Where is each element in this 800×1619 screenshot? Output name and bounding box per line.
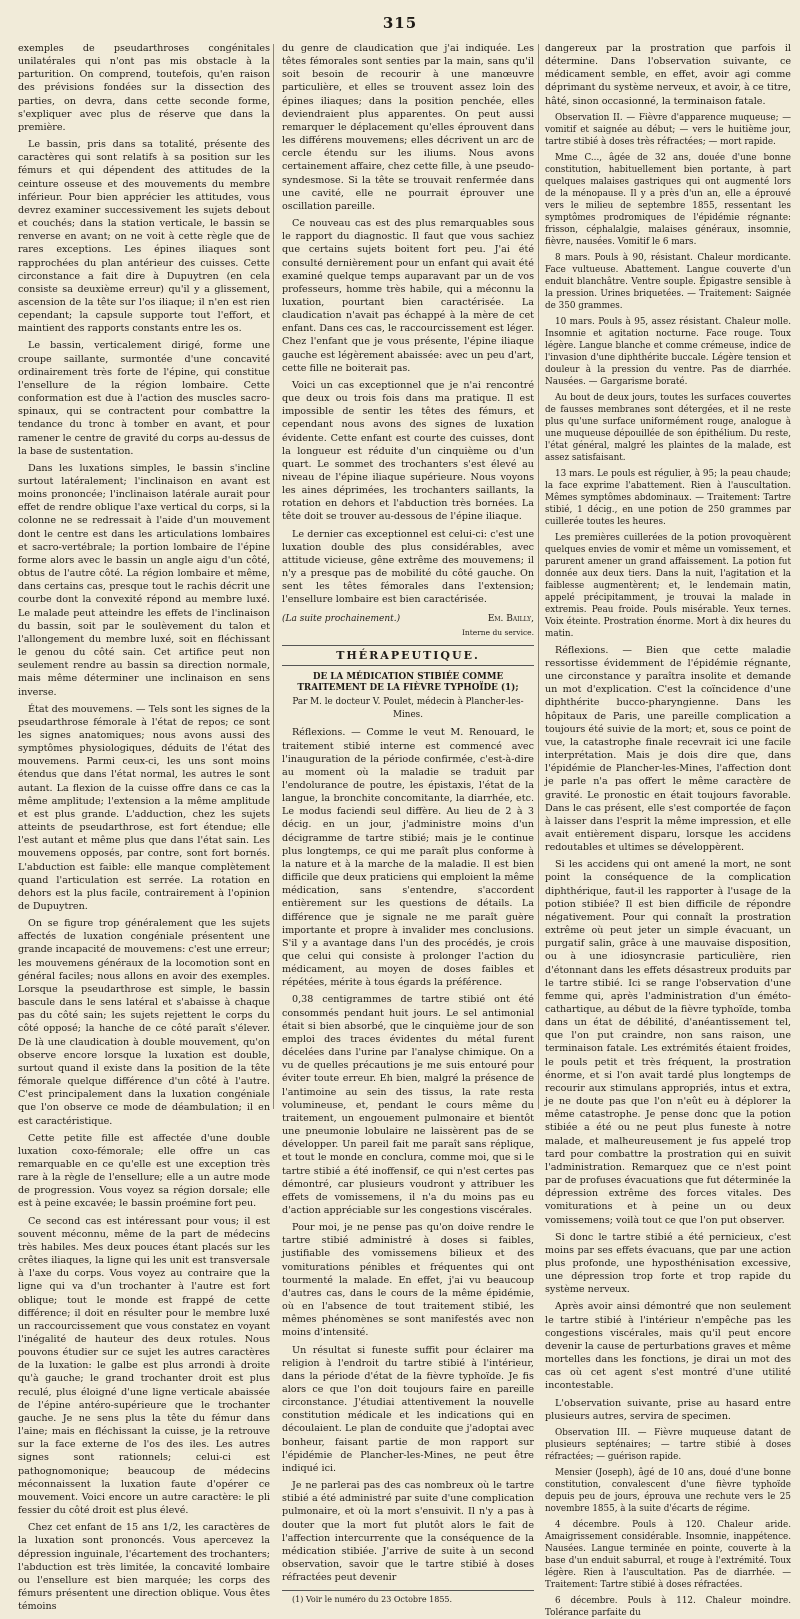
column-left — [18, 42, 270, 1613]
paragraph: Chez cet enfant de 15 ans 1/2, les caractères de la luxation sont prononcés. Vous apercevez la dépression inguinale, l'écartement des trochanters; l'abduction est très limitée, la concavité lombaire ou l'ensellure est bien marquée; les corps des fémurs présentent une direction oblique. Vous êtes témoins — [18, 1522, 270, 1613]
paragraph: Au bout de deux jours, toutes les surfaces couvertes de fausses membranes sont détergées, et il ne reste plus qu'une surface uniformément rouge, analogue à une muqueuse dépouillée de son épithélium. Du reste, l'état général, malgré les plaintes de la malade, est assez satisfaisant. — [545, 392, 791, 463]
paragraph: Le bassin, pris dans sa totalité, présente des caractères qui sont relatifs à sa position sur les fémurs et qui dépendent des attitudes de la ceinture osseuse et des mouvements du membre inférieur. Pour bien apprécier les attitudes, vous devrez examiner successivement les sujets debout et couchés; dans la station verticale, le bassin se renverse en avant; on ne voit à cette règle que de rares exceptions. Les épines iliaques sont rapprochées du plan antérieur des cuisses. Cette circonstance a fait dire à Dupuytren (en cela consiste sa deuxième erreur) qu'il y a glissement, ascension de la tête sur l'os iliaque; il n'en est rien cependant; la capsule supporte tout l'effort, et maintient des rapports constants entre les os. — [18, 139, 270, 335]
signature-title: Interne du service. — [461, 627, 534, 637]
paragraph: Cette petite fille est affectée d'une double luxation coxo-fémorale; elle offre un cas remarquable en ce qu'elle est une exception très rare à la règle de l'ensellure; elle a un autre mode de progression. Vous voyez sa région dorsale; elle est à peine excavée; le bassin proémine fort peu. — [18, 1132, 270, 1210]
column-middle — [282, 42, 534, 1605]
paragraph: On se figure trop généralement que les sujets affectés de luxation congéniale présentent une grande incapacité de mouvemens: c'est une erreur; les mouvemens généraux de la locomotion sont en général faciles; nous allons en avoir des exemples. Lorsque la pseudarthrose est simple, le bassin bascule dans le sens latéral et s'abaisse à chaque pas du côté sain; les sujets rejettent le corps du côté opposé; la hanche de ce côté paraît s'élever. De là une claudication à double mouvement, qu'on observe encore lorsque la luxation est double, surtout quand il existe dans la position de la tête fémorale quelque différence d'un côté à l'autre. C'est principalement dans la luxation congéniale que l'on observe ce mode de déambulation; il en est caractéristique. — [18, 918, 270, 1127]
article-title: DE LA MÉDICATION STIBIÉE COMME TRAITEMENT DE LA FIÈVRE TYPHOÏDE (1); — [297, 672, 519, 694]
paragraph: 0,38 centigrammes de tartre stibié ont été consommés pendant huit jours. Le sel antimonial était si bien absorbé, que le cinquième jour de son emploi des traces évidentes du métal furent décelées dans l'urine par l'analyse chimique. On a vu de quelles précautions je me suis entouré pour éviter toute erreur. Eh bien, malgré la présence de l'antimoine au sein des tissus, la rate resta volumineuse, et, pendant le cours même du traitement, un engouement pulmonaire et bientôt une pneumonie lobulaire ne laissèrent pas de se développer. Un pareil fait me paraît sans réplique, et tout le monde en conclura, comme moi, que si le tartre stibié a été inoffensif, ce qui n'est certes pas démontré, car plusieurs voudront y attribuer les effets de vomissemens, il n'a du moins pas eu d'action appréciable sur les congestions viscérales. — [282, 994, 534, 1216]
paragraph: Si les accidens qui ont amené la mort, ne sont point la conséquence de la complication diphthérique, faut-il les rapporter à l'usage de la potion stibiée? Il est bien difficile de répondre négativement. Pour qui connaît la prostration extrême où peut jeter un simple évacuant, un purgatif salin, grâce à une mauvaise disposition, ou à une idiosyncrasie particulière, rien d'étonnant dans les effets désastreux produits par le tartre stibié. Ici se range l'observation d'une femme qui, après l'administration d'un éméto-cathartique, au début de la fièvre typhoïde, tomba dans un état de débilité, d'anéantissement tel, que l'on put craindre, non sans raison, une terminaison fatale. Les extrémités étaient froides, le pouls petit et très fréquent, la prostration énorme, et si l'on avait tardé plus longtemps de recourir aux stimulans appropriés, intus et extra, je ne doute pas que l'on n'eût eu à déplorer la même catastrophe. Je pense donc que la potion stibiée a été ou ne peut plus funeste à notre malade, et malheureusement je fus appelé trop tard pour combattre la prostration qui en suivit l'administration. Remarquez que ce n'est point par de profuses évacuations que fut déterminée la dépression extrême des forces vitales. Des vomiturations et à peine un ou deux vomissemens; voilà tout ce que l'on put observer. — [545, 859, 791, 1226]
paragraph: Le bassin, verticalement dirigé, forme une croupe saillante, surmontée d'une concavité ordinairement très forte de l'épine, qui constitue l'ensellure de la région lombaire. Cette conformation est due à l'action des muscles sacro-spinaux, qui se contractent pour combattre la tendance du tronc à tomber en avant, et pour ramener le centre de gravité du corps au-dessus de la base de sustentation. — [18, 340, 270, 457]
paragraph: 6 décembre. Pouls à 112. Chaleur moindre. Tolérance parfaite du — [545, 1595, 791, 1618]
paragraph: Réflexions. — Bien que cette maladie ressortisse évidemment de l'épidémie régnante, une circonstance y paraîtra insolite et demande un mot d'explication. C'est la coïncidence d'une diphthérite bucco-pharyngienne. Dans les hôpitaux de Paris, une pareille complication a toujours été suivie de la mort; et, sous ce point de vue, la catastrophe finale recevrait ici une facile interprétation. Mais je dois dire que, dans l'épidémie de Plancher-les-Mines, l'affection dont je parle n'a pas offert le même caractère de gravité. Le pronostic en était toujours favorable. Dans le cas présent, elle s'est comportée de façon à laisser dans l'esprit la même impression, et elle avait entièrement disparu, lorsque les accidens redoutables et ultimes se développèrent. — [545, 644, 791, 854]
paragraph: Les premières cuillerées de la potion provoquèrent quelques envies de vomir et même un vomissement, et parurent amener un grand affaissement. La potion fut donnée aux deux tiers. Dans la nuit, l'agitation et la faiblesse augmentèrent; et, le lendemain matin, appelé précipitamment, je trouvai la malade in extremis. Peau froide. Pouls misérable. Yeux ternes. Voix éteinte. Prostration énorme. Mort à dix heures du matin. — [545, 532, 791, 639]
paragraph: Réflexions. — Comme le veut M. Renouard, le traitement stibié interne est commencé avec l'inauguration de la période confirmée, c'est-à-dire au moment où la maladie se traduit par l'endolurance de poutre, les épistaxis, l'état de la langue, la bronchite concomitante, la diarrhée, etc. Le modus faciendi seul diffère. Au lieu de 2 à 3 décig. en un jour, j'administre moins d'un décigramme de tartre stibié; mais je le continue plus longtemps, ce qui me paraît plus conforme à la nature et à la marche de la maladie. Il est bien difficile que deux praticiens qui emploient la même médication, sans s'entendre, s'accordent entièrement sur les questions de détails. La différence que je signale ne me paraît guère importante et propre à invalider mes conclusions. S'il y a avantage dans l'un des procédés, je crois que celui qui consiste à prolonger l'action du médicament, au moyen de doses faibles et répétées, mérite à tous égards la préférence. — [282, 727, 534, 989]
paragraph: Pour moi, je ne pense pas qu'on doive rendre le tartre stibié administré à doses si faibles, justifiable des vomissemens bilieux et des vomiturations pénibles et fréquentes qui ont tourmenté la malade. En effet, j'ai vu beaucoup d'autres cas, dans le cours de la même épidémie, où en l'absence de tout traitement stibié, les mêmes phénomènes se sont manifestés avec non moins d'intensité. — [282, 1222, 534, 1339]
paragraph: Mensier (Joseph), âgé de 10 ans, doué d'une bonne constitution, convalescent d'une fièvre typhoïde depuis peu de jours, éprouva une rechute vers le 25 novembre 1855, à la suite d'écarts de régime. — [545, 1467, 791, 1514]
footnote: (1) Voir le numéro du 23 Octobre 1855. — [282, 1590, 534, 1606]
paragraph: 8 mars. Pouls à 90, résistant. Chaleur mordicante. Face vultueuse. Abattement. Langue couverte d'un enduit blanchâtre. Ventre souple. Épigastre sensible à la pression. Urines briquetées. — Traitement: Saignée de 350 grammes. — [545, 252, 791, 311]
paragraph: dangereux par la prostration que parfois il détermine. Dans l'observation suivante, ce médicament semble, en effet, avoir agi comme déprimant du système nerveux, et avoir, à ce titre, hâté, sinon occasionné, la terminaison fatale. — [545, 43, 791, 107]
column-rule — [273, 44, 274, 1109]
paragraph: du genre de claudication que j'ai indiquée. Les têtes fémorales sont senties par la main, sans qu'il soit besoin de recourir à une manœuvre particulière, et elles se trouvent assez loin des épines iliaques; dans la position penchée, elles deviendraient plus apparentes. On peut aussi remarquer le déplacement qu'elles éprouvent dans les différens mouvemens; elles décrivent un arc de cercle étendu sur les iliums. Nous avons certainement affaire, chez cette fille, à une pseudo-syndesmose. Si la tête se trouvait renfermée dans une cavité, elle ne pourrait éprouver une oscillation pareille. — [282, 43, 534, 212]
observation-heading: Observation III. — Fièvre muqueuse datant de plusieurs septénaires; — tartre stibié à doses réfractées; — guérison rapide. — [545, 1427, 791, 1462]
paragraph: L'observation suivante, prise au hasard entre plusieurs autres, servira de specimen. — [545, 1397, 791, 1422]
paragraph: 4 décembre. Pouls à 120. Chaleur aride. Amaigrissement considérable. Insomnie, inappétence. Nausées. Langue terminée en pointe, couverte à la base d'un enduit saburral, et rouge à l'extrémité. Toux légère. Rien à l'auscultation. Pas de diarrhée. — Traitement: Tartre stibié à doses réfractées. — [545, 1519, 791, 1590]
paragraph: Si donc le tartre stibié a été pernicieux, c'est moins par ses effets évacuans, que par une action plus profonde, une hyposthénisation excessive, une dépression trop forte et trop rapide du système nerveux. — [545, 1231, 791, 1296]
paragraph: 13 mars. Le pouls est régulier, à 95; la peau chaude; la face exprime l'abattement. Rien à l'auscultation. Mêmes symptômes abdominaux. — Traitement: Tartre stibié, 1 décig., en une potion de 250 grammes par cuillerée toutes les heures. — [545, 468, 791, 527]
paragraph: Ce nouveau cas est des plus remarquables sous le rapport du diagnostic. Il faut que vous sachiez que certains sujets boitent fort peu. J'ai été consulté dernièrement pour un enfant qui avait été examiné quelque temps auparavant par un de vos professeurs, homme très habile, qui a méconnu la luxation, pourtant bien caractérisée. La claudication n'avait pas échappé à la mère de cet enfant. Dans ces cas, le raccourcissement est léger. Chez l'enfant que je vous présente, l'épine iliaque gauche est légèrement abaissée: avec un peu d'art, cette fille ne boiterait pas. — [282, 218, 534, 374]
paragraph: 10 mars. Pouls à 95, assez résistant. Chaleur molle. Insomnie et agitation nocturne. Face rouge. Toux légère. Langue blanche et comme crémeuse, indice de l'invasion d'une diphthérite buccale. Légère tension et douleur à la pression du ventre. Pas de diarrhée. Nausées. — Gargarisme boraté. — [545, 316, 791, 387]
paragraph: État des mouvemens. — Tels sont les signes de la pseudarthrose fémorale à l'état de repos; ce sont les signes anatomiques; nous avons aussi des symptômes physiologiques, déduits de l'état des mouvemens. Parmi ceux-ci, les uns sont moins étendus que dans l'état normal, les autres le sont autant. La flexion de la cuisse offre dans ce cas la même amplitude; l'extension a la même amplitude et est plus grande. L'adduction, chez les sujets atteints de pseudarthrose, est fort étendue; elle l'est autant et même plus que dans l'état sain. Les mouvemens opposés, par contre, sont fort bornés. L'abduction est faible: elle manque complètement quand l'articulation est serrée. La rotation en dehors est la plus facile, contrairement à l'opinion de Dupuytren. — [18, 703, 270, 912]
paragraph: Un résultat si funeste suffit pour éclairer ma religion à l'endroit du tartre stibié à l'intérieur, dans la période d'état de la fièvre typhoïde. Je fis alors ce que l'on doit toujours faire en pareille circonstance. J'étudiai attentivement la nouvelle constitution médicale et les indications qui en découlaient. Le plan de conduite que j'adoptai avec bonheur, faisant partie de mon rapport sur l'épidémie de Plancher-les-Mines, ne peut être indiqué ici. — [282, 1344, 534, 1474]
observation-heading: Observation II. — Fièvre d'apparence muqueuse; — vomitif et saignée au début; — vers le huitième jour, tartre stibié à doses très réfractées; — mort rapide. — [545, 112, 791, 147]
paragraph: Mme C..., âgée de 32 ans, douée d'une bonne constitution, habituellement bien portante, à part quelques malaises gastriques qui ont augmenté lors de la ménopause. Il y a près d'un an, elle a éprouvé vers le milieu de septembre 1855, ressentant les symptômes prodromiques de l'épidémie régnante: frisson, céphalalgie, malaises généraux, insomnie, fièvre, nausées. Vomitif le 6 mars. — [545, 152, 791, 247]
column-right — [545, 42, 791, 1618]
page-number: 315 — [382, 14, 418, 32]
article-author: Par M. le docteur V. Poulet, médecin à Plancher-les-Mines. — [292, 697, 524, 721]
paragraph: Ce second cas est intéressant pour vous; il est souvent méconnu, même de la part de médecins très habiles. Mes deux pouces étant placés sur les crêtes iliaques, la ligne qui les unit est transversale à l'axe du corps. Vous voyez au contraire que la ligne qui va d'un trochanter à l'autre est fort oblique; tout le monde est frappé de cette différence; il doit en résulter pour le membre luxé un raccourcissement que vous constatez en voyant l'inégalité de hauteur des deux rotules. Nous pouvons étudier sur ce sujet les autres caractères de la luxation: le galbe est plus arrondi à droite qu'à gauche; le grand trochanter droit est plus reculé, plus éloigné d'une ligne verticale abaissée de l'épine antéro-supérieure que le trochanter gauche. Je ne sens plus la tête du fémur dans l'aine; mais en fléchissant la cuisse, je la retrouve sur la face externe de l'os des iles. Les autres signes sont rationnels; celui-ci est pathognomonique; beaucoup de médecins méconnaissent la luxation faute d'opérer ce mouvement. Voici encore un autre caractère: le pli fessier du côté droit est plus élevé. — [18, 1215, 270, 1517]
section-heading: THÉRAPEUTIQUE. — [282, 645, 534, 666]
paragraph: Voici un cas exceptionnel que je n'ai rencontré que deux ou trois fois dans ma pratique. Il est impossible de sentir les têtes des fémurs, et cependant nous avons des signes de luxation évidente. Cette enfant est courte des cuisses, dont la longueur est réduite d'un cinquième ou d'un quart. Le sommet des trochanters s'est élevé au niveau de l'épine iliaque supérieure. Nous voyons les aines déprimées, les trochanters saillants, la rotation en dehors et l'abduction très bornées. La tête doit se trouver au-dessous de l'épine iliaque. — [282, 379, 534, 523]
signature-name: Em. Bailly, — [487, 613, 534, 624]
signature-row — [282, 613, 534, 626]
paragraph: exemples de pseudarthroses congénitales unilatérales qui n'ont pas mis obstacle à la parturition. On comprend, toutefois, qu'en raison des prévisions fondées sur la dissection des parties, on devra, dans cette seconde forme, s'expliquer avec plus de réserve que dans la première. — [18, 43, 270, 133]
paragraph: Après avoir ainsi démontré que non seulement le tartre stibié à l'intérieur n'empêche pas les congestions viscérales, mais qu'il peut encore devenir la cause de perturbations graves et même mortelles dans les fonctions, je dirai un mot des cas où cet agent s'est montré d'une utilité incontestable. — [545, 1301, 791, 1392]
column-rule — [538, 44, 539, 1109]
paragraph: Dans les luxations simples, le bassin s'incline surtout latéralement; l'inclinaison en avant est moins prononcée; l'inclinaison latérale aurait pour effet de rendre oblique l'axe vertical du corps, si la colonne ne se redressait à l'aide d'un mouvement dont le centre est dans les articulations lombaires et sacro-vertébrale; la portion lombaire de l'épine forme alors avec le bassin un angle aigu d'un côté, obtus de l'autre côté. La région lombaire et même, dans certains cas, presque tout le rachis décrit une courbe dont la convexité répond au membre luxé. Le malade peut atteindre les effets de l'inclinaison du bassin, soit par le soulèvement du talon et l'allongement du membre luxé, soit en fléchissant le genou du côté sain. Cet artifice peut non seulement rendre au bassin sa direction normale, mais même déterminer une inclinaison en sens inverse. — [18, 462, 270, 698]
paragraph: Le dernier cas exceptionnel est celui-ci: c'est une luxation double des plus considérables, avec attitude vicieuse, gêne extrême des mouvemens; il n'y a presque pas de mobilité du côté gauche. On sent les têtes fémorales dans l'extension; l'ensellure lombaire est bien caractérisée. — [282, 528, 534, 606]
to-be-continued: (La suite prochainement.) — [282, 613, 401, 624]
paragraph: Je ne parlerai pas des cas nombreux où le tartre stibié a été administré par suite d'une complication pulmonaire, et où la mort s'ensuivit. Il n'y a pas à douter que la mort fut plutôt alors le fait de l'affection intercurrente que la conséquence de la médication stibiée. J'arrive de suite à un second observation, savoir que le tartre stibié à doses réfractées peut devenir — [282, 1480, 534, 1584]
